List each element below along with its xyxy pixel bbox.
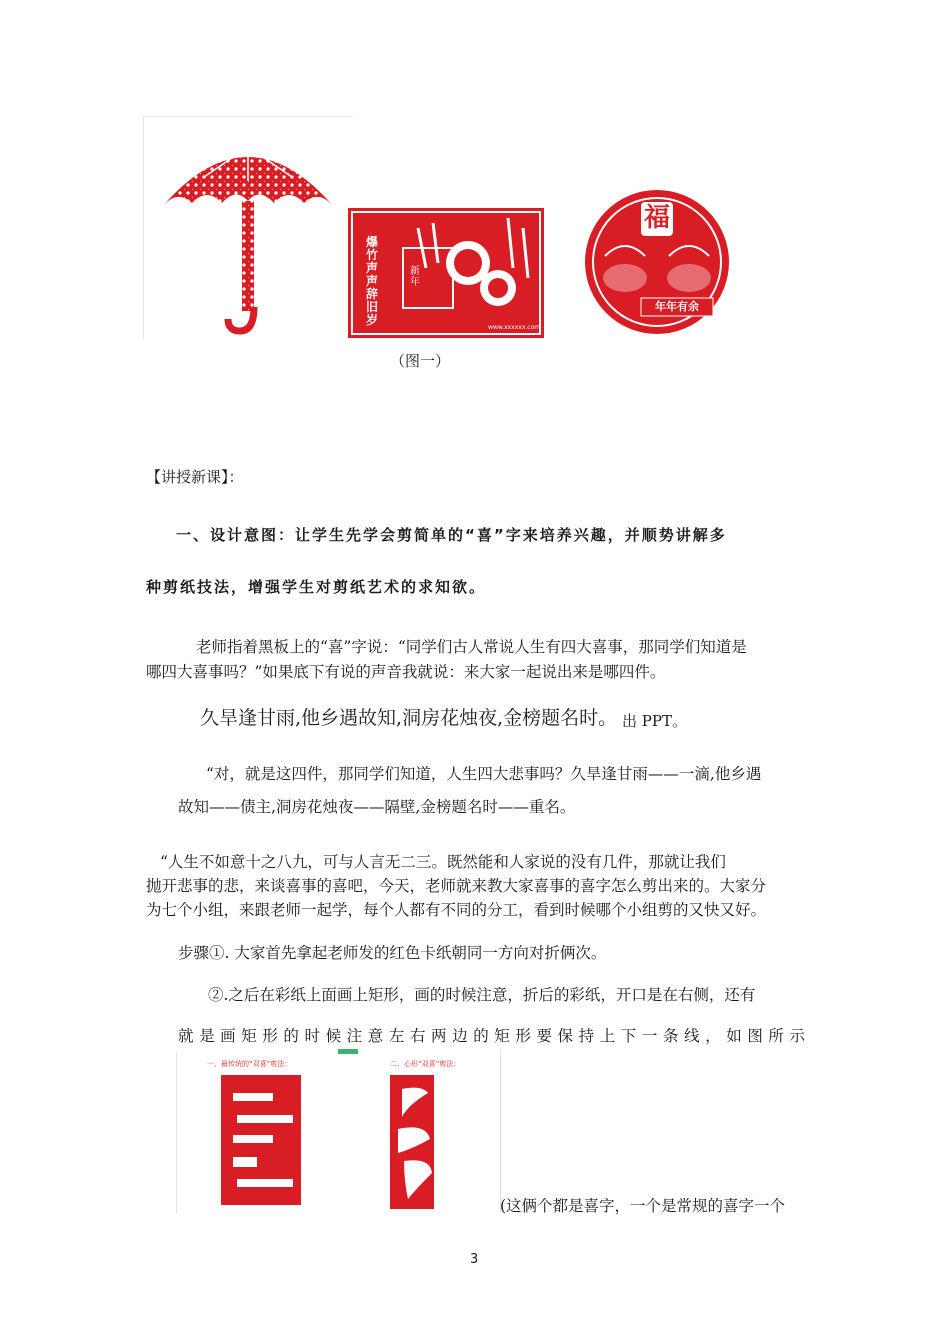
para2-tail: 出 PPT。 — [622, 712, 687, 730]
para2-main: 久旱逢甘雨,他乡遇故知,洞房花烛夜,金榜题名时。 — [200, 707, 618, 729]
section-header: 【讲授新课】： — [146, 468, 244, 486]
section1-title-line1: 一、设计意图：让学生先学会剪简单的“喜”字来培养兴趣，并顺势讲解多 — [176, 526, 727, 544]
para4-line3: 为七个小组，来跟老师一起学，每个人都有不同的分工，看到时候哪个小组剪的又快又好。 — [146, 901, 767, 919]
para3-line1: “对，就是这四件，那同学们知道，人生四大悲事吗？久旱逢甘雨——一滴,他乡遇 — [206, 765, 762, 783]
umbrella-papercut-image — [143, 116, 353, 339]
traditional-xi-header: 一、最传统的“双喜”剪法： — [207, 1060, 292, 1068]
firecracker-papercut-image — [348, 208, 544, 338]
heart-xi-header: 二、心形“双喜”剪法： — [390, 1060, 461, 1068]
para1-line2: 哪四大喜事吗？”如果底下有说的声音我就说：来大家一起说出来是哪四件。 — [146, 663, 666, 681]
trailing-note: (这俩个都是喜字，一个是常规的喜字一个 — [500, 1197, 786, 1215]
step2-line1: ②.之后在彩纸上面画上矩形，画的时候注意，折后的彩纸，开口是在右侧，还有 — [208, 986, 756, 1004]
page-number: 3 — [470, 1252, 479, 1267]
para4-line1: “人生不如意十之八九，可与人言无二三。既然能和人家说的没有几件，那就让我们 — [160, 853, 726, 871]
para3-line2: 故知——债主,洞房花烛夜——隔壁,金榜题名时——重名。 — [178, 798, 576, 816]
heart-xi-diagram — [338, 1049, 501, 1213]
section1-title-line2: 种剪纸技法，增强学生对剪纸艺术的求知欲。 — [146, 578, 487, 596]
figure1-caption: （图一） — [390, 352, 451, 370]
fu-papercut-image — [545, 186, 769, 338]
fu-banner-text: 年年有余 — [655, 300, 699, 313]
firecracker-watermark: www.xxxxxx.com — [488, 324, 541, 331]
firecracker-left-text: 爆竹声声辞旧岁 — [366, 235, 379, 327]
traditional-xi-diagram — [176, 1053, 339, 1213]
para1-line1: 老师指着黑板上的“喜”字说：“同学们古人常说人生有四大喜事，那同学们知道是 — [196, 638, 747, 656]
step1-text: 步骤①. 大家首先拿起老师发的红色卡纸朝同一方向对折俩次。 — [178, 944, 607, 962]
fu-character: 福 — [643, 203, 670, 233]
step2-line2: 就是画矩形的时候注意左右两边的矩形要保持上下一条线，如图所示 — [178, 1027, 806, 1045]
para4-line2: 抛开悲事的悲，来谈喜事的喜吧，今天，老师就来教大家喜事的喜字怎么剪出来的。大家分 — [146, 877, 767, 895]
firecracker-right-text: 新年 — [410, 266, 420, 288]
